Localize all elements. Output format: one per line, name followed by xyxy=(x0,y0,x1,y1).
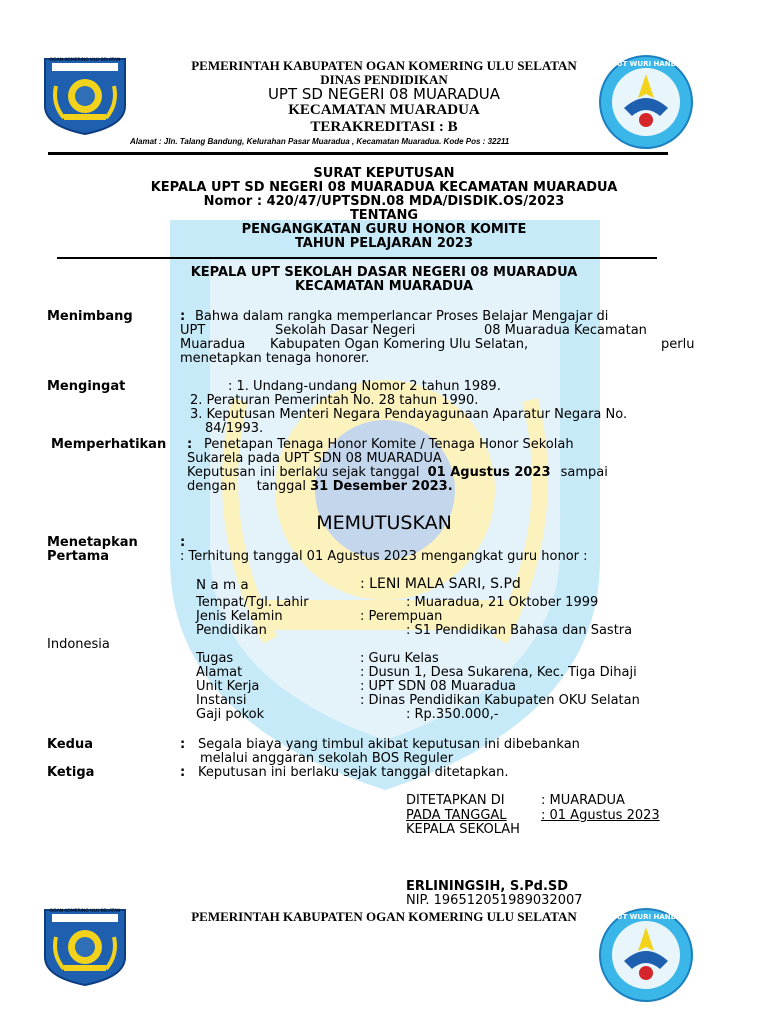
ketiga-colon: : xyxy=(180,765,186,780)
start-date: 01 Agustus 2023 xyxy=(427,465,551,480)
title-line-2: KEPALA UPT SD NEGERI 08 MUARADUA KECAMATAN MUARADUA xyxy=(150,180,618,195)
jk-label: Jenis Kelamin xyxy=(196,609,283,624)
sampai-text: sampai xyxy=(560,465,608,480)
dengan-text: dengan tanggal xyxy=(187,479,306,494)
instansi-value: : Dinas Pendidikan Kabupaten OKU Selatan xyxy=(360,693,640,708)
signer-nip: NIP. 196512051989032007 xyxy=(406,893,583,908)
title-number: Nomor : 420/47/UPTSDN.08 MDA/DISDIK.OS/2023 xyxy=(203,194,565,209)
title-divider xyxy=(57,257,657,259)
title-tentang: TENTANG xyxy=(349,208,419,223)
ditetapkan-value: : MUARADUA xyxy=(541,793,625,808)
mengingat-item-2: 2. Peraturan Pemerintah No. 28 tahun 1990. xyxy=(190,393,479,408)
memperhatikan-colon: : xyxy=(187,437,193,452)
tugas-value: : Guru Kelas xyxy=(360,651,439,666)
pendidikan-value: : S1 Pendidikan Bahasa dan Sastra xyxy=(406,623,633,638)
left-logo-text: OGAN KOMERING ULU SELATAN xyxy=(49,58,121,63)
menimbang-line-4: menetapkan tenaga honorer. xyxy=(180,351,370,366)
kedua-colon: : xyxy=(180,737,186,752)
subtitle-line-1: KEPALA UPT SEKOLAH DASAR NEGERI 08 MUARADUA xyxy=(190,265,578,280)
signer-name: ERLININGSIH, S.Pd.SD xyxy=(406,879,569,894)
menimbang-line-3b: Kabupaten Ogan Komering Ulu Selatan, xyxy=(270,337,529,352)
title-subject: PENGANGKATAN GURU HONOR KOMITE xyxy=(241,222,527,237)
mengingat-label: Mengingat xyxy=(47,379,126,394)
kedua-label: Kedua xyxy=(47,737,93,752)
tut-wuri-handayani-logo-footer xyxy=(598,907,700,1003)
memperhatikan-line-1: Penetapan Tenaga Honor Komite / Tenaga Honor Sekolah xyxy=(204,437,574,452)
header-line-4: KECAMATAN MUARADUA xyxy=(288,102,480,118)
ttl-value: : Muaradua, 21 Oktober 1999 xyxy=(406,595,599,610)
gaji-value: : Rp.350.000,- xyxy=(406,707,499,722)
memperhatikan-line-3 xyxy=(187,465,608,480)
end-date: 31 Desember 2023. xyxy=(310,479,453,494)
menimbang-line-2a: UPT xyxy=(180,323,206,338)
tugas-label: Tugas xyxy=(196,651,234,666)
tanggal-value: : 01 Agustus 2023 xyxy=(541,808,660,823)
nama-value: : LENI MALA SARI, S.Pd xyxy=(360,576,521,592)
header-line-1: PEMERINTAH KABUPATEN OGAN KOMERING ULU SELATAN xyxy=(191,58,577,73)
berlaku-text: Keputusan ini berlaku sejak tanggal xyxy=(187,465,420,480)
right-logo-text: TUT WURI HANDAYANI xyxy=(612,60,700,68)
kedua-line-1: Segala biaya yang timbul akibat keputusan ini dibebankan xyxy=(198,737,580,752)
menimbang-colon: : xyxy=(180,309,186,324)
unit-kerja-label: Unit Kerja xyxy=(196,679,260,694)
pertama-text: : Terhitung tanggal 01 Agustus 2023 mengangkat guru honor : xyxy=(180,549,588,564)
footer-line-1: PEMERINTAH KABUPATEN OGAN KOMERING ULU SELATAN xyxy=(191,909,577,924)
ditetapkan-label: DITETAPKAN DI xyxy=(406,793,505,808)
gaji-label: Gaji pokok xyxy=(196,707,265,722)
ketiga-label: Ketiga xyxy=(47,765,95,780)
ttl-label: Tempat/Tgl. Lahir xyxy=(196,595,309,610)
menetapkan-label: Menetapkan xyxy=(47,535,138,550)
memperhatikan-line-2: Sukarela pada UPT SDN 08 MUARADUA xyxy=(187,451,442,466)
menimbang-line-2c: 08 Muaradua Kecamatan xyxy=(484,323,647,338)
menimbang-line-1: Bahwa dalam rangka memperlancar Proses Belajar Mengajar di xyxy=(195,309,609,324)
subtitle-line-2: KECAMATAN MUARADUA xyxy=(294,279,474,294)
mengingat-item-1: : 1. Undang-undang Nomor 2 tahun 1989. xyxy=(228,379,501,394)
menimbang-line-3c: perlu xyxy=(661,337,695,352)
header-line-5: TERAKREDITASI : B xyxy=(310,119,458,135)
menimbang-line-3a: Muaradua xyxy=(180,337,246,352)
mengingat-item-3: 3. Keputusan Menteri Negara Pendayagunaan Aparatur Negara No. xyxy=(190,407,628,422)
jk-value: : Perempuan xyxy=(360,609,443,624)
alamat-value: : Dusun 1, Desa Sukarena, Kec. Tiga Dihaji xyxy=(360,665,637,680)
memperhatikan-label: Memperhatikan xyxy=(51,437,167,452)
pendidikan-cont: Indonesia xyxy=(47,637,110,652)
nama-label: N a m a xyxy=(196,577,249,593)
kepala-sekolah-label: KEPALA SEKOLAH xyxy=(406,822,520,837)
pendidikan-label: Pendidikan xyxy=(196,623,267,638)
footer-left-logo-text: OGAN KOMERING ULU SELATAN xyxy=(49,909,121,914)
menimbang-line-2b: Sekolah Dasar Negeri xyxy=(275,323,416,338)
mengingat-item-3-cont: 84/1993. xyxy=(205,421,264,436)
header-line-3: UPT SD NEGERI 08 MUARADUA xyxy=(267,85,501,103)
title-year: TAHUN PELAJARAN 2023 xyxy=(294,236,474,251)
tanggal-label: PADA TANGGAL xyxy=(406,808,507,823)
memutuskan-heading: MEMUTUSKAN xyxy=(316,512,452,534)
header-divider xyxy=(48,152,668,155)
ketiga-line-1: Keputusan ini berlaku sejak tanggal ditetapkan. xyxy=(198,765,509,780)
unit-kerja-value: : UPT SDN 08 Muaradua xyxy=(360,679,516,694)
header-address: Alamat : Jln. Talang Bandung, Kelurahan Pasar Muaradua , Kecamatan Muaradua. Kode Pos : 32211 xyxy=(130,137,510,146)
menetapkan-colon: : xyxy=(180,535,186,550)
alamat-label: Alamat xyxy=(196,665,243,680)
header-line-2: DINAS PENDIDIKAN xyxy=(320,72,448,87)
footer-right-logo-text: TUT WURI HANDAYANI xyxy=(612,913,700,921)
instansi-label: Instansi xyxy=(196,693,247,708)
pertama-label: Pertama xyxy=(47,549,110,564)
memperhatikan-line-4 xyxy=(187,479,453,494)
title-line-1: SURAT KEPUTUSAN xyxy=(313,166,455,181)
menimbang-label: Menimbang xyxy=(47,309,133,324)
kedua-line-2: melalui anggaran sekolah BOS Reguler xyxy=(200,751,454,766)
